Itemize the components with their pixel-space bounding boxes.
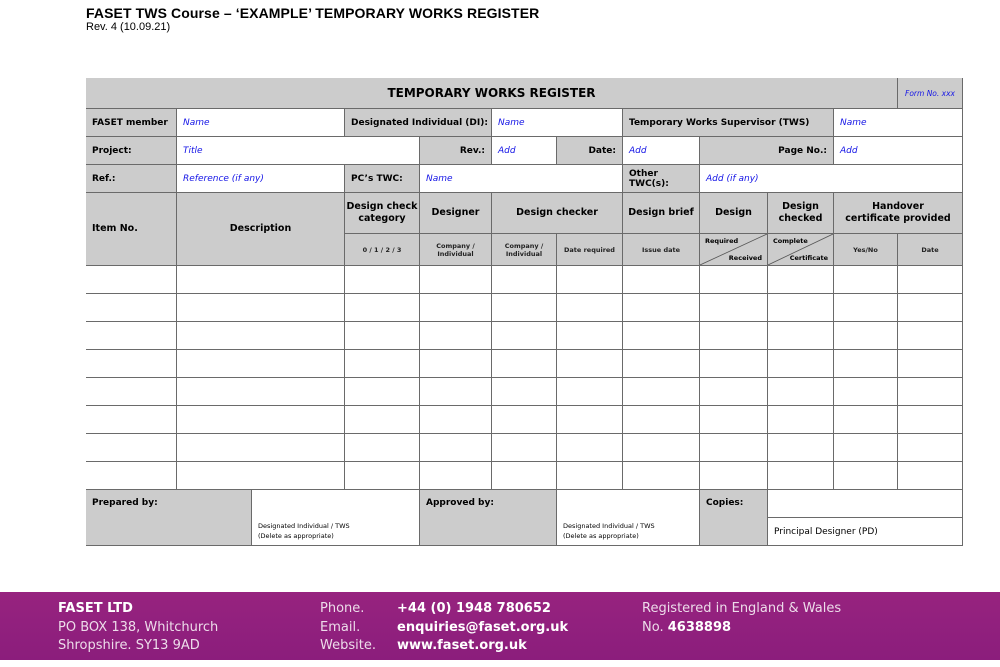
pc-twc-label [345, 165, 420, 193]
faset-member-label-text: FASET member [92, 117, 168, 128]
ref-label-text: Ref.: [92, 173, 116, 184]
register-cell-handover-yes-no[interactable] [834, 266, 898, 294]
handover-date-text: Date [921, 245, 939, 254]
description-header-text: Description [229, 223, 292, 234]
register-cell-item-no[interactable] [86, 294, 177, 322]
principal-designer-copy[interactable] [768, 518, 963, 546]
page-number-label-text: Page No.: [778, 145, 827, 156]
register-cell-handover-yes-no[interactable] [834, 294, 898, 322]
rev-field[interactable] [492, 137, 557, 165]
register-cell-checked-complete-certificate[interactable] [768, 350, 834, 378]
page-number-field[interactable] [834, 137, 963, 165]
designated-individual-label-text: Designated Individual (DI): [351, 117, 488, 128]
register-cell-description[interactable] [177, 266, 345, 294]
footer-website-label: Website. [320, 638, 376, 653]
prepared-by-label-text: Prepared by: [92, 498, 158, 508]
register-cell-brief-issue-date[interactable] [623, 266, 700, 294]
prepared-by-field[interactable] [252, 490, 420, 546]
prepared-by-label [86, 490, 252, 546]
column-header-design-checker [492, 193, 623, 234]
handover-header-text: Handover certificate provided [845, 201, 951, 224]
register-cell-item-no[interactable] [86, 322, 177, 350]
register-cell-checker-date-required[interactable] [557, 462, 623, 490]
form-number[interactable] [898, 78, 963, 109]
design-received-text: Received [728, 254, 762, 262]
register-cell-design-check-category[interactable] [345, 266, 420, 294]
tws-value: Name [840, 117, 867, 128]
register-cell-design-check-category[interactable] [345, 350, 420, 378]
tws-field[interactable] [834, 109, 963, 137]
register-cell-brief-issue-date[interactable] [623, 378, 700, 406]
designated-individual-label [345, 109, 492, 137]
pc-twc-field[interactable] [420, 165, 623, 193]
register-cell-item-no[interactable] [86, 462, 177, 490]
prepared-by-role [258, 521, 350, 541]
footer-registered-number-value: 4638898 [667, 620, 732, 635]
register-cell-checker-date-required[interactable] [557, 294, 623, 322]
subheader-designer-company [420, 234, 492, 266]
register-cell-checker-date-required[interactable] [557, 350, 623, 378]
register-cell-design-required-received[interactable] [700, 378, 768, 406]
register-cell-handover-date[interactable] [898, 350, 963, 378]
register-cell-brief-issue-date[interactable] [623, 350, 700, 378]
register-cell-brief-issue-date[interactable] [623, 434, 700, 462]
footer-bottom-strip [0, 660, 1000, 667]
register-cell-checked-complete-certificate[interactable] [768, 378, 834, 406]
register-title [86, 78, 898, 109]
register-cell-checker-company[interactable] [492, 350, 557, 378]
checker-date-required-text: Date required [564, 245, 615, 254]
register-cell-handover-date[interactable] [898, 322, 963, 350]
checked-certificate-text: Certificate [789, 254, 828, 262]
ref-value: Reference (if any) [183, 173, 264, 184]
prepared-role-line1: Designated Individual / TWS [258, 522, 350, 530]
design-required-text: Required [705, 237, 739, 245]
register-cell-brief-issue-date[interactable] [623, 322, 700, 350]
column-header-design-brief [623, 193, 700, 234]
subheader-design-required-received [700, 234, 768, 266]
register-cell-checker-company[interactable] [492, 378, 557, 406]
page-number-label [700, 137, 834, 165]
project-field[interactable] [177, 137, 420, 165]
register-cell-design-check-category[interactable] [345, 294, 420, 322]
register-cell-checker-date-required[interactable] [557, 406, 623, 434]
date-label-text: Date: [588, 145, 616, 156]
item-no-header-text: Item No. [92, 223, 138, 234]
checker-company-text: Company / Individual [504, 241, 544, 258]
register-cell-design-check-category[interactable] [345, 378, 420, 406]
register-cell-design-required-received[interactable] [700, 322, 768, 350]
column-header-item-no [86, 193, 177, 266]
footer-registered-prefix: No. [642, 620, 664, 635]
project-label-text: Project: [92, 145, 132, 156]
register-cell-design-required-received[interactable] [700, 406, 768, 434]
checked-complete-text: Complete [773, 237, 808, 245]
column-header-design-checked [768, 193, 834, 234]
register-cell-designer[interactable] [420, 378, 492, 406]
approved-by-field[interactable] [557, 490, 700, 546]
subheader-handover-date [898, 234, 963, 266]
company-footer [0, 592, 1000, 660]
register-cell-handover-date[interactable] [898, 378, 963, 406]
footer-address-line1: PO BOX 138, Whitchurch [58, 620, 219, 635]
register-cell-design-check-category[interactable] [345, 434, 420, 462]
other-twc-field[interactable] [700, 165, 963, 193]
footer-phone-label: Phone. [320, 601, 365, 616]
register-cell-brief-issue-date[interactable] [623, 406, 700, 434]
register-cell-checker-date-required[interactable] [557, 266, 623, 294]
other-twc-label [623, 165, 700, 193]
register-cell-design-required-received[interactable] [700, 462, 768, 490]
form-number-text: Form No. xxx [905, 88, 955, 98]
register-cell-checker-date-required[interactable] [557, 322, 623, 350]
register-cell-description[interactable] [177, 378, 345, 406]
register-cell-description[interactable] [177, 462, 345, 490]
copies-label [700, 490, 768, 546]
ref-label [86, 165, 177, 193]
register-cell-item-no[interactable] [86, 266, 177, 294]
design-header-text: Design [715, 207, 752, 218]
register-cell-handover-yes-no[interactable] [834, 322, 898, 350]
column-header-design [700, 193, 768, 234]
principal-designer-text: Principal Designer (PD) [774, 526, 878, 537]
register-cell-handover-date[interactable] [898, 434, 963, 462]
pc-twc-value: Name [426, 173, 453, 184]
register-cell-checked-complete-certificate[interactable] [768, 462, 834, 490]
approved-role-line1: Designated Individual / TWS [563, 522, 655, 530]
copies-label-text: Copies: [706, 498, 744, 508]
footer-registered-number [642, 619, 731, 637]
register-cell-description[interactable] [177, 406, 345, 434]
register-cell-description[interactable] [177, 294, 345, 322]
subheader-checker-date-required [557, 234, 623, 266]
date-label [557, 137, 623, 165]
register-cell-item-no[interactable] [86, 350, 177, 378]
footer-email-label: Email. [320, 620, 361, 635]
footer-phone-value[interactable]: +44 (0) 1948 780652 [397, 601, 551, 616]
brief-issue-date-text: Issue date [641, 245, 680, 254]
register-cell-item-no[interactable] [86, 406, 177, 434]
project-label [86, 137, 177, 165]
register-cell-design-required-received[interactable] [700, 266, 768, 294]
copies-field[interactable] [768, 490, 963, 518]
rev-label-text: Rev.: [459, 145, 485, 156]
register-cell-item-no[interactable] [86, 378, 177, 406]
subheader-brief-issue-date [623, 234, 700, 266]
footer-email-link[interactable]: enquiries@faset.org.uk [397, 620, 569, 635]
register-cell-designer[interactable] [420, 406, 492, 434]
register-cell-design-check-category[interactable] [345, 406, 420, 434]
faset-member-value: Name [183, 117, 210, 128]
approved-by-role [563, 521, 655, 541]
document-revision: Rev. 4 (10.09.21) [86, 21, 171, 33]
designated-individual-value: Name [498, 117, 525, 128]
register-cell-description[interactable] [177, 434, 345, 462]
rev-label [420, 137, 492, 165]
project-value: Title [183, 145, 203, 156]
tws-label-text: Temporary Works Supervisor (TWS) [629, 117, 810, 128]
register-cell-checker-company[interactable] [492, 266, 557, 294]
date-field[interactable] [623, 137, 700, 165]
register-cell-brief-issue-date[interactable] [623, 294, 700, 322]
designer-company-text: Company / Individual [436, 241, 475, 258]
design-checked-header-text: Design checked [778, 201, 823, 224]
ref-field[interactable] [177, 165, 345, 193]
footer-website-link[interactable]: www.faset.org.uk [397, 638, 527, 653]
subheader-handover-yes-no [834, 234, 898, 266]
register-cell-checked-complete-certificate[interactable] [768, 406, 834, 434]
register-cell-handover-yes-no[interactable] [834, 350, 898, 378]
category-options-text: 0 / 1 / 2 / 3 [362, 245, 402, 254]
register-cell-handover-yes-no[interactable] [834, 406, 898, 434]
subheader-checked-complete-certificate [768, 234, 834, 266]
register-cell-designer[interactable] [420, 322, 492, 350]
register-cell-design-required-received[interactable] [700, 350, 768, 378]
other-twc-label-text: Other TWC(s): [629, 168, 669, 189]
column-header-designer [420, 193, 492, 234]
prepared-role-line2: (Delete as appropriate) [258, 532, 334, 540]
approved-role-line2: (Delete as appropriate) [563, 532, 639, 540]
register-cell-handover-date[interactable] [898, 294, 963, 322]
register-cell-designer[interactable] [420, 350, 492, 378]
design-check-category-header-text: Design check category [346, 201, 418, 224]
approved-by-label [420, 490, 557, 546]
other-twc-value: Add (if any) [706, 173, 759, 184]
register-cell-checked-complete-certificate[interactable] [768, 434, 834, 462]
register-cell-item-no[interactable] [86, 434, 177, 462]
register-cell-checker-company[interactable] [492, 434, 557, 462]
register-cell-design-check-category[interactable] [345, 322, 420, 350]
designated-individual-field[interactable] [492, 109, 623, 137]
tws-label [623, 109, 834, 137]
register-cell-handover-yes-no[interactable] [834, 462, 898, 490]
register-title-text: TEMPORARY WORKS REGISTER [387, 86, 596, 100]
footer-company-name: FASET LTD [58, 601, 133, 616]
register-cell-checker-company[interactable] [492, 406, 557, 434]
faset-member-label [86, 109, 177, 137]
register-cell-brief-issue-date[interactable] [623, 462, 700, 490]
column-header-description [177, 193, 345, 266]
column-header-handover-certificate [834, 193, 963, 234]
register-cell-design-check-category[interactable] [345, 462, 420, 490]
register-cell-checked-complete-certificate[interactable] [768, 266, 834, 294]
register-cell-handover-yes-no[interactable] [834, 378, 898, 406]
register-cell-handover-date[interactable] [898, 406, 963, 434]
register-cell-checker-company[interactable] [492, 462, 557, 490]
faset-member-field[interactable] [177, 109, 345, 137]
register-cell-checker-date-required[interactable] [557, 378, 623, 406]
date-value: Add [629, 145, 647, 156]
register-cell-handover-date[interactable] [898, 462, 963, 490]
designer-header-text: Designer [431, 207, 480, 218]
register-cell-checked-complete-certificate[interactable] [768, 322, 834, 350]
footer-address-line2: Shropshire. SY13 9AD [58, 638, 200, 653]
design-checker-header-text: Design checker [516, 207, 598, 218]
register-cell-description[interactable] [177, 322, 345, 350]
register-cell-description[interactable] [177, 350, 345, 378]
footer-registered-line: Registered in England & Wales [642, 601, 842, 616]
register-cell-designer[interactable] [420, 266, 492, 294]
register-cell-checked-complete-certificate[interactable] [768, 294, 834, 322]
rev-value: Add [498, 145, 516, 156]
register-cell-checker-company[interactable] [492, 294, 557, 322]
register-cell-design-required-received[interactable] [700, 434, 768, 462]
pc-twc-label-text: PC’s TWC: [351, 173, 403, 184]
subheader-checker-company [492, 234, 557, 266]
subheader-category-options [345, 234, 420, 266]
register-cell-checker-date-required[interactable] [557, 434, 623, 462]
register-cell-handover-date[interactable] [898, 266, 963, 294]
design-brief-header-text: Design brief [628, 207, 694, 218]
register-cell-design-required-received[interactable] [700, 294, 768, 322]
register-cell-handover-yes-no[interactable] [834, 434, 898, 462]
register-cell-designer[interactable] [420, 434, 492, 462]
column-header-design-check-category [345, 193, 420, 234]
page-number-value: Add [840, 145, 858, 156]
register-cell-checker-company[interactable] [492, 322, 557, 350]
approved-by-label-text: Approved by: [426, 498, 494, 508]
handover-yes-no-text: Yes/No [853, 245, 878, 254]
document-title: FASET TWS Course – ‘EXAMPLE’ TEMPORARY WORKS REGISTER [86, 5, 540, 21]
register-cell-designer[interactable] [420, 294, 492, 322]
register-cell-designer[interactable] [420, 462, 492, 490]
